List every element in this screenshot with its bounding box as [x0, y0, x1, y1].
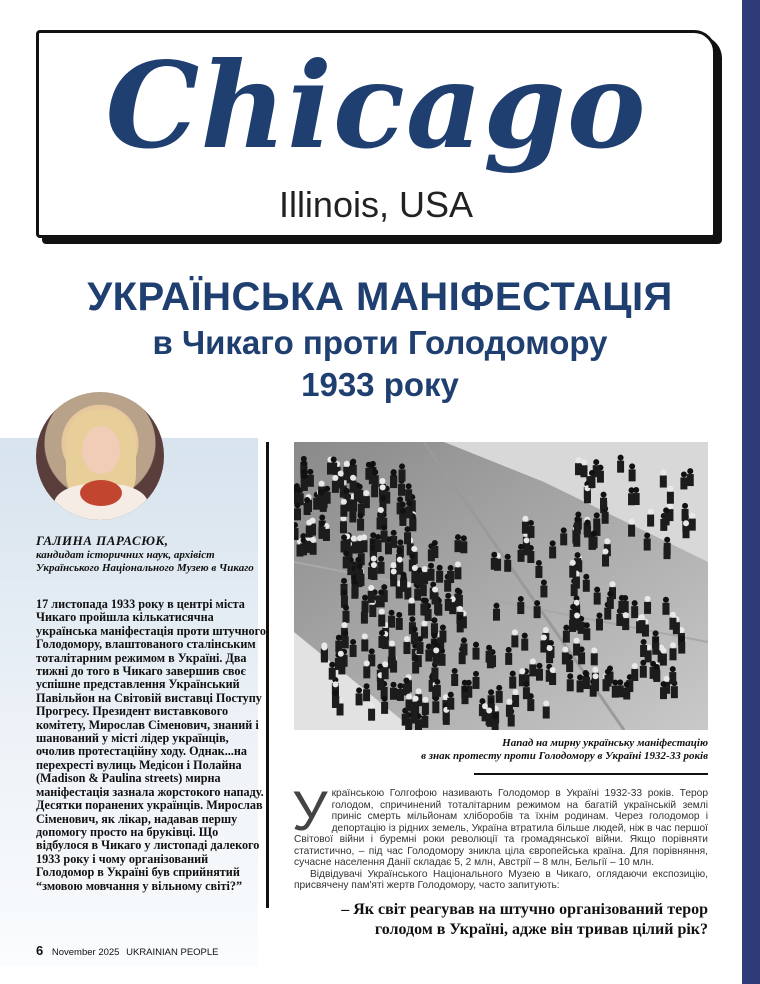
photo-caption-line-2: в знак протесту проти Голодомору в Україні 1932-33 років	[421, 750, 708, 762]
article-paragraph-1: країнською Голгофою називають Голодомор в Україні 1932-33 років. Терор голодом, спричинений тоталітарним режимом на багатій українській землі приніс смерть мільйонам хліборобів та їхнім родинам. Через голодомор і депортацію із рідних земель, Україна втратила більше людей, ніж в час першої Світової війни і буремні роки революції та громадянської війни. Якщо порівняти статистично, – під час Голодомору зникла ціла європейська країна. Для порівняння, сучасне населення Данії складає 5, 2 млн, Австрії – 8 млн, Бельгії – 10 млн.	[294, 788, 708, 868]
headline-line-2: в Чикаго проти Голодомору	[152, 324, 608, 361]
headline-line-3: 1933 року	[301, 366, 459, 403]
headline-line-1: УКРАЇНСЬКА МАНІФЕСТАЦІЯ	[87, 275, 673, 319]
magazine-name: UKRAINIAN PEOPLE	[126, 947, 219, 958]
historical-photo	[294, 442, 708, 730]
article-body	[292, 779, 708, 892]
drop-cap: У	[292, 779, 328, 842]
masthead-title: Chicago	[105, 36, 647, 175]
photo-caption-line-1: Напад на мирну українську маніфестацію	[502, 737, 708, 749]
header-box	[36, 30, 716, 238]
issue-date: November 2025	[51, 947, 120, 958]
page-number: 6	[36, 943, 44, 958]
author-photo	[36, 392, 164, 520]
photo-caption	[294, 737, 708, 763]
author-name: ГАЛИНА ПАРАСЮК,	[36, 533, 169, 548]
pull-quote: – Як світ реагував на штучно організований терор голодом в Україні, адже він тривав цілий рік?	[341, 901, 708, 938]
author-role: кандидат історичних наук, архівіст Українського Національного Музею в Чикаго	[36, 549, 254, 574]
caption-rule	[474, 773, 708, 775]
page-footer	[36, 943, 219, 958]
article-paragraph-2: Відвідувачі Українського Національного Музею в Чикаго, оглядаючи експозицію, присвячену пам'яті жертв Голодомору, часто запитують:	[294, 868, 708, 891]
column-divider	[266, 442, 269, 908]
intro-text: 17 листопада 1933 року в центрі міста Чикаго пройшла кількатисячна українська маніфестація проти штучного Голодомору, влаштованого сталінським тоталітарним режимом в Україні. Два тижні до того в Чикаго завершив своє успішне представлення Український Павільйон на Світовій виставці Поступу Прогресу. Президент виставкового комітету, Мирослав Сіменович, знаний і шанований у місті лідер українців, очолив протестаційну ходу. Однак...на перехресті вулиць Медісон і Полайна (Madison & Paulina streets) мирна маніфестація зазнала жорстокого нападу. Десятки поранених українців. Мирослав Сіменович, як лікар, надавав першу допомогу просто на бруківці. Що відбулося в Чикаго у листопаді далекого 1933 року і чому організований Голодомор в Україні був сприйнятий “змовою мовчання у вільному світі?”	[36, 597, 266, 893]
page-edge-bar	[742, 0, 760, 984]
masthead-subtitle: Illinois, USA	[278, 184, 473, 225]
